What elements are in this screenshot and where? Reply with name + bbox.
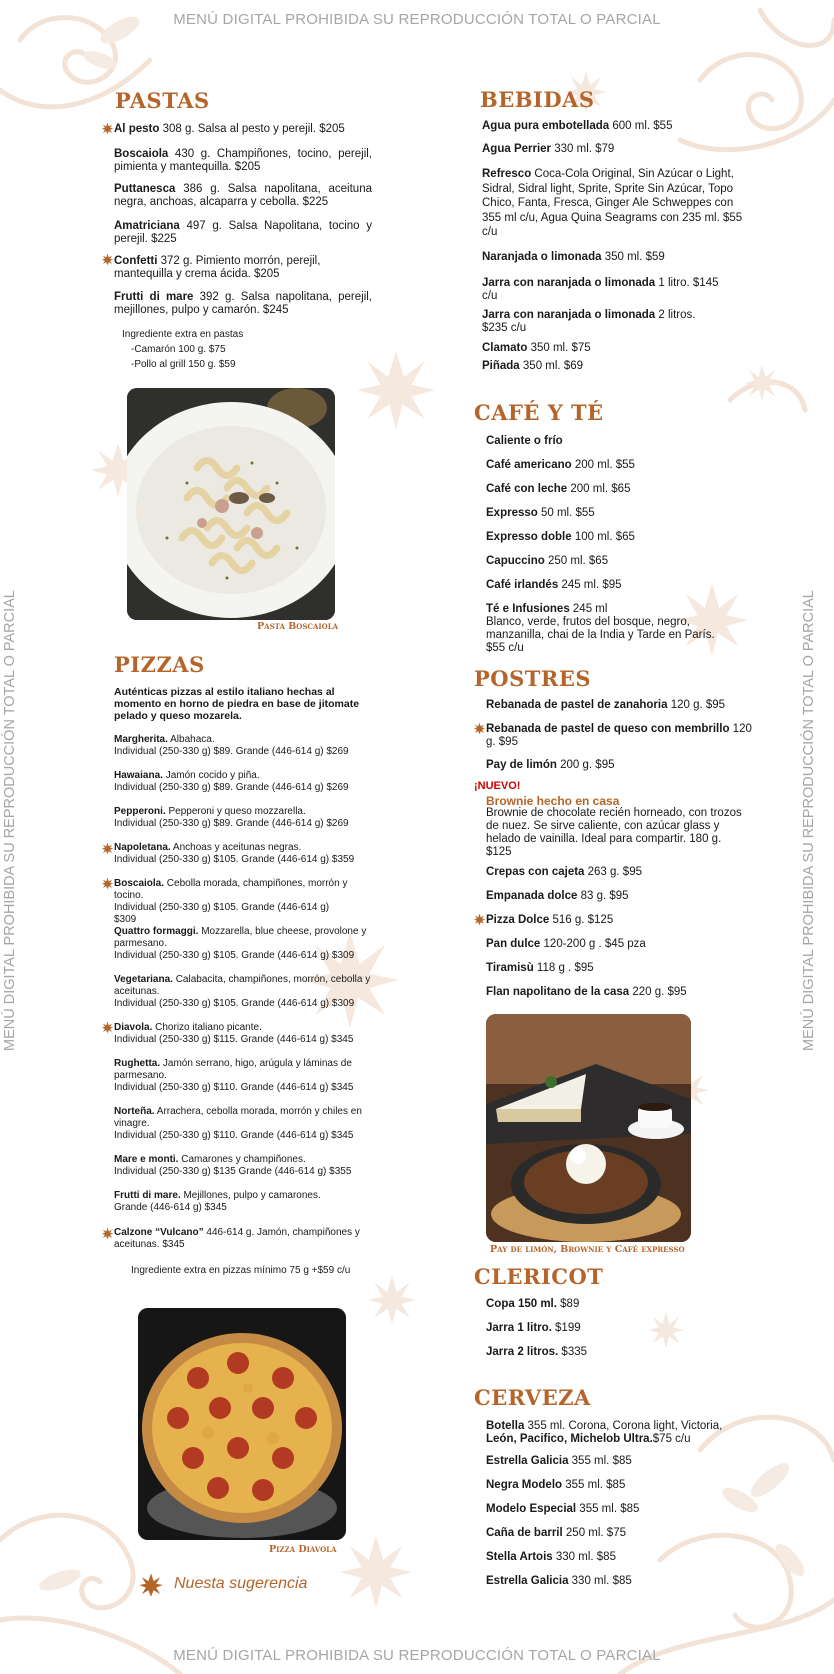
suggestion-star-icon — [101, 842, 114, 855]
brownie-desc: Brownie de chocolate recién horneado, con trozos de nuez. Se sirve caliente, con azúcar glass y helado de vainilla. Ideal para compartir. 180 g. $125 — [486, 807, 742, 858]
clericot-item: Jarra 2 litros. $335 — [486, 1346, 588, 1358]
bebidas-title: BEBIDAS — [480, 87, 595, 112]
brownie-title: Brownie hecho en casa — [486, 794, 620, 808]
cerveza-item: Estrella Galicia 355 ml. $85 — [486, 1455, 632, 1467]
postre-item: Rebanada de pastel de zanahoria 120 g. $95 — [486, 699, 726, 711]
postre-item: Pizza Dolce 516 g. $125 — [486, 914, 614, 926]
suggestion-star-icon — [101, 253, 114, 266]
left-side-banner: MENÚ DIGITAL PROHIBIDA SU REPRODUCCIÓN TOTAL O PARCIAL — [2, 590, 18, 1051]
pasta-item: Confetti 372 g. Pimiento morrón, perejil, mantequilla y crema ácida. $205 — [114, 255, 321, 280]
pizza-item: Mare e monti. Camarones y champiñones. Individual (250-330 g) $135 Grande (446-614 g) $355 — [114, 1154, 352, 1177]
pizzas-title: PIZZAS — [114, 652, 205, 677]
cafe-item: Expresso doble 100 ml. $65 — [486, 531, 635, 543]
cerveza-item: Modelo Especial 355 ml. $85 — [486, 1503, 640, 1515]
cafe-title: CAFÉ Y TÉ — [474, 400, 604, 425]
postre-item: Empanada dolce 83 g. $95 — [486, 890, 629, 902]
bebida-item: Naranjada o limonada 350 ml. $59 — [482, 251, 665, 263]
pasta-item: Amatriciana 497 g. Salsa Napolitana, tocino y perejil. $225 — [114, 220, 372, 245]
bebida-item: Agua Perrier 330 ml. $79 — [482, 143, 615, 155]
pizza-photo — [138, 1308, 346, 1540]
postre-item: Crepas con cajeta 263 g. $95 — [486, 866, 642, 878]
cafe-item: Té e Infusiones 245 ml Blanco, verde, frutos del bosque, negro, manzanilla, chai de la India y Tarde en París. $55 c/u — [486, 603, 715, 654]
pasta-extra-title: Ingrediente extra en pastas — [122, 329, 244, 340]
postres-title: POSTRES — [474, 666, 592, 691]
pizza-item: Pepperoni. Pepperoni y queso mozzarella. Individual (250-330 g) $89. Grande (446-614 g) $269 — [114, 806, 349, 829]
postre-item: Pan dulce 120-200 g . $45 pza — [486, 938, 646, 950]
cerveza-item: Botella 355 ml. Corona, Corona light, Victoria, León, Pacifico, Michelob Ultra.$75 c/u — [486, 1420, 723, 1445]
pasta-item: Puttanesca 386 g. Salsa napolitana, aceituna negra, anchoas, alcaparra y cebolla. $225 — [114, 183, 372, 208]
pasta-item: Al pesto 308 g. Salsa al pesto y perejil. $205 — [114, 123, 345, 135]
pastas-title: PASTAS — [115, 88, 210, 113]
dessert-photo — [486, 1014, 691, 1242]
cafe-item: Expresso 50 ml. $55 — [486, 507, 595, 519]
right-side-banner: MENÚ DIGITAL PROHIBIDA SU REPRODUCCIÓN TOTAL O PARCIAL — [801, 590, 817, 1051]
pizza-photo-caption: Pizza Diavola — [269, 1544, 337, 1555]
suggestion-star-icon — [101, 877, 114, 890]
cerveza-item: Stella Artois 330 ml. $85 — [486, 1551, 616, 1563]
cafe-item: Café americano 200 ml. $55 — [486, 459, 635, 471]
cerveza-item: Caña de barril 250 ml. $75 — [486, 1527, 626, 1539]
pasta-item: Boscaiola 430 g. Champiñones, tocino, perejil, pimienta y mantequilla. $205 — [114, 148, 372, 173]
pizza-extra: Ingrediente extra en pizzas mínimo 75 g +$59 c/u — [131, 1265, 351, 1276]
pizza-item: Vegetariana. Calabacita, champiñones, morrón, cebolla y aceitunas. Individual (250-330 g) $105. Grande (446-614 g) $309 — [114, 974, 371, 1009]
cerveza-title: CERVEZA — [474, 1385, 591, 1410]
top-banner: MENÚ DIGITAL PROHIBIDA SU REPRODUCCIÓN TOTAL O PARCIAL — [173, 11, 661, 28]
bebida-item: Agua pura embotellada 600 ml. $55 — [482, 120, 673, 132]
bottom-banner: MENÚ DIGITAL PROHIBIDA SU REPRODUCCIÓN TOTAL O PARCIAL — [173, 1647, 661, 1664]
cafe-item: Caliente o frío — [486, 435, 563, 447]
suggestion-star-icon — [101, 1021, 114, 1034]
postre-item: Flan napolitano de la casa 220 g. $95 — [486, 986, 687, 998]
new-badge: ¡NUEVO! — [474, 780, 521, 792]
bebida-item: Piñada 350 ml. $69 — [482, 360, 584, 372]
pasta-photo-caption: Pasta Boscaiola — [257, 621, 339, 632]
suggestion-star-icon — [473, 722, 486, 735]
bebida-item: Jarra con naranjada o limonada 1 litro. $145 c/u — [482, 277, 719, 302]
pizza-item: Frutti di mare. Mejillones, pulpo y camarones. Grande (446-614 g) $345 — [114, 1190, 321, 1213]
pizzas-intro: Auténticas pizzas al estilo italiano hechas al momento en horno de piedra en base de jitomate pelado y queso mozarela. — [114, 686, 360, 722]
pizza-item: Calzone “Vulcano” 446-614 g. Jamón, champiñones y aceitunas. $345 — [114, 1227, 360, 1250]
bebida-item: Jarra con naranjada o limonada 2 litros. $235 c/u — [482, 309, 696, 334]
postre-item: Pay de limón 200 g. $95 — [486, 759, 615, 771]
suggestion-star-icon — [101, 1227, 114, 1240]
pizza-item: Norteña. Arrachera, cebolla morada, morrón y chiles en vinagre. Individual (250-330 g) $110. Grande (446-614 g) $345 — [114, 1106, 362, 1141]
postre-item: Tiramisù 118 g . $95 — [486, 962, 594, 974]
pasta-extra: -Pollo al grill 150 g. $59 — [131, 359, 236, 370]
pizza-item: Boscaiola. Cebolla morada, champiñones, morrón y tocino. Individual (250-330 g) $105. Grande (446-614 g) $309 — [114, 878, 348, 925]
cerveza-item: Negra Modelo 355 ml. $85 — [486, 1479, 626, 1491]
pizza-item: Diavola. Chorizo italiano picante. Individual (250-330 g) $115. Grande (446-614 g) $345 — [114, 1022, 354, 1045]
cafe-item: Café irlandés 245 ml. $95 — [486, 579, 622, 591]
suggestion-star-icon — [101, 122, 114, 135]
bebida-item: Refresco Coca-Cola Original, Sin Azúcar o Light, Sidral, Sidral light, Sprite, Sprite Sin Azúcar, Topo Chico, Fanta, Fresca, Ginger Ale Schweppes con 355 ml c/u, Agua Quina Seagrams con 235 ml. $55 c/u — [482, 168, 743, 238]
suggestion-legend: Nuesta sugerencia — [174, 1575, 308, 1592]
postre-item: Rebanada de pastel de queso con membrillo 120 g. $95 — [486, 723, 752, 748]
cafe-item: Café con leche 200 ml. $65 — [486, 483, 631, 495]
clericot-title: CLERICOT — [474, 1264, 604, 1289]
pizza-item: Napoletana. Anchoas y aceitunas negras. Individual (250-330 g) $105. Grande (446-614 g) $359 — [114, 842, 355, 865]
clericot-item: Jarra 1 litro. $199 — [486, 1322, 581, 1334]
suggestion-star-icon — [138, 1572, 164, 1598]
pizza-item: Margherita. Albahaca. Individual (250-330 g) $89. Grande (446-614 g) $269 — [114, 734, 349, 757]
pasta-photo — [127, 388, 335, 620]
suggestion-star-icon — [473, 913, 486, 926]
pizza-item: Rughetta. Jamón serrano, higo, arúgula y láminas de parmesano. Individual (250-330 g) $110. Grande (446-614 g) $345 — [114, 1058, 354, 1093]
pasta-extra: -Camarón 100 g. $75 — [131, 344, 226, 355]
bebida-item: Clamato 350 ml. $75 — [482, 342, 591, 354]
clericot-item: Copa 150 ml. $89 — [486, 1298, 580, 1310]
dessert-photo-caption: Pay de limón, Brownie y Café expresso — [490, 1244, 685, 1255]
pasta-item: Frutti di mare 392 g. Salsa napolitana, perejil, mejillones, pulpo y camarón. $245 — [114, 291, 372, 316]
pizza-item: Quattro formaggi. Mozzarella, blue cheese, provolone y parmesano. Individual (250-330 g) $105. Grande (446-614 g) $309 — [114, 926, 367, 961]
pizza-item: Hawaiana. Jamón cocido y piña. Individual (250-330 g) $89. Grande (446-614 g) $269 — [114, 770, 349, 793]
cerveza-item: Estrella Galicia 330 ml. $85 — [486, 1575, 632, 1587]
cafe-item: Capuccino 250 ml. $65 — [486, 555, 609, 567]
